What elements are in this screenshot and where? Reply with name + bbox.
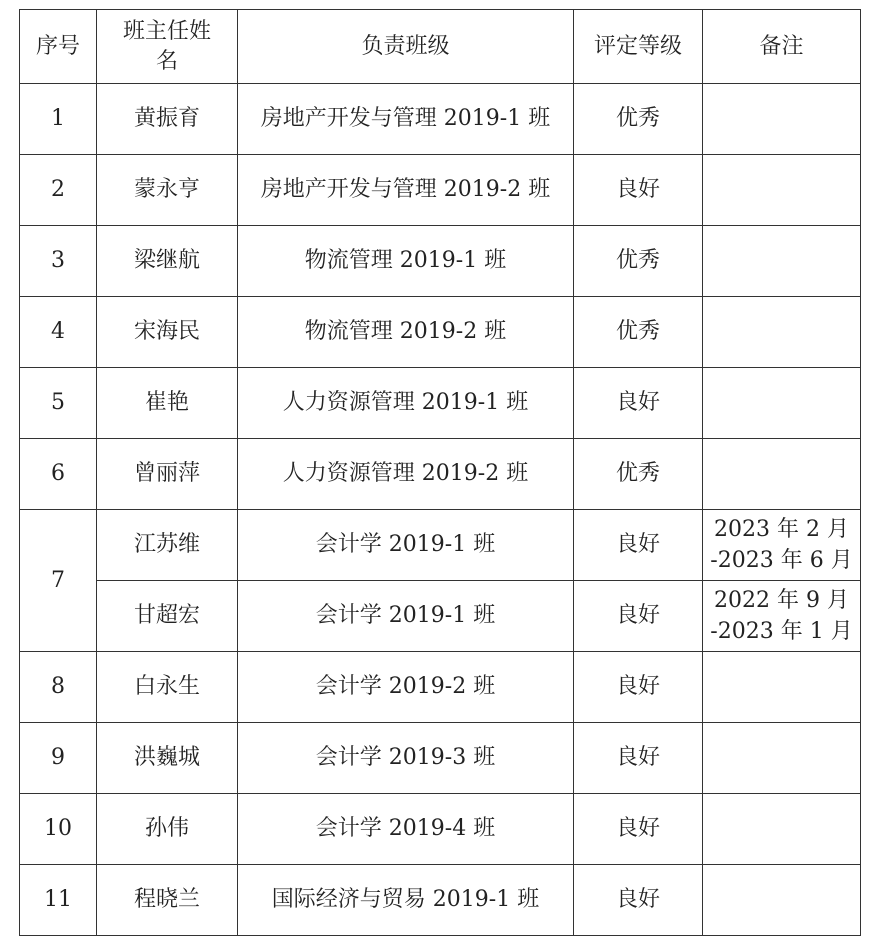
- cell-grade: 良好: [574, 368, 703, 439]
- cell-seq: 3: [20, 226, 97, 297]
- cell-teacher: 崔艳: [97, 368, 238, 439]
- cell-note: [703, 226, 861, 297]
- table-row: [20, 510, 861, 581]
- cell-note: [703, 155, 861, 226]
- cell-teacher: 江苏维: [97, 510, 238, 581]
- cell-seq: 7: [20, 510, 97, 652]
- cell-note: [703, 723, 861, 794]
- cell-class: 人力资源管理 2019-1 班: [238, 368, 574, 439]
- cell-teacher: 蒙永亨: [97, 155, 238, 226]
- cell-class: 国际经济与贸易 2019-1 班: [238, 865, 574, 936]
- cell-seq: 10: [20, 794, 97, 865]
- cell-grade: 良好: [574, 155, 703, 226]
- table-row: [20, 439, 861, 510]
- cell-note: [703, 865, 861, 936]
- note-line: 2023 年 2 月: [714, 517, 849, 542]
- cell-class: 会计学 2019-1 班: [238, 510, 574, 581]
- cell-seq: 2: [20, 155, 97, 226]
- cell-seq: 8: [20, 652, 97, 723]
- cell-teacher: 程晓兰: [97, 865, 238, 936]
- note-line: 2022 年 9 月: [714, 588, 849, 613]
- table-row: [20, 723, 861, 794]
- cell-seq: 9: [20, 723, 97, 794]
- header-teacher: 班主任姓名: [97, 10, 238, 84]
- cell-class: 会计学 2019-2 班: [238, 652, 574, 723]
- table-row: [20, 794, 861, 865]
- cell-class: 会计学 2019-3 班: [238, 723, 574, 794]
- teacher-evaluation-table: [19, 9, 861, 936]
- cell-grade: 良好: [574, 723, 703, 794]
- cell-grade: 良好: [574, 865, 703, 936]
- cell-seq: 5: [20, 368, 97, 439]
- table-row: [20, 297, 861, 368]
- cell-teacher: 宋海民: [97, 297, 238, 368]
- cell-grade: 良好: [574, 510, 703, 581]
- cell-teacher: 白永生: [97, 652, 238, 723]
- header-class: 负责班级: [238, 10, 574, 84]
- cell-grade: 优秀: [574, 226, 703, 297]
- table-row: [20, 84, 861, 155]
- cell-seq: 11: [20, 865, 97, 936]
- header-grade: 评定等级: [574, 10, 703, 84]
- cell-grade: 优秀: [574, 84, 703, 155]
- table-row: [20, 581, 861, 652]
- cell-note: [703, 84, 861, 155]
- cell-class: 房地产开发与管理 2019-2 班: [238, 155, 574, 226]
- table-row: [20, 368, 861, 439]
- cell-grade: 良好: [574, 794, 703, 865]
- cell-note: [703, 794, 861, 865]
- table-header-row: [20, 10, 861, 84]
- cell-grade: 优秀: [574, 297, 703, 368]
- cell-class: 房地产开发与管理 2019-1 班: [238, 84, 574, 155]
- cell-class: 人力资源管理 2019-2 班: [238, 439, 574, 510]
- cell-seq: 1: [20, 84, 97, 155]
- cell-teacher: 甘超宏: [97, 581, 238, 652]
- cell-note: [703, 510, 861, 581]
- cell-class: 物流管理 2019-2 班: [238, 297, 574, 368]
- table-row: [20, 865, 861, 936]
- cell-seq: 4: [20, 297, 97, 368]
- table-row: [20, 226, 861, 297]
- cell-teacher: 洪巍城: [97, 723, 238, 794]
- cell-seq: 6: [20, 439, 97, 510]
- cell-note: [703, 652, 861, 723]
- table-row: [20, 652, 861, 723]
- header-note: 备注: [703, 10, 861, 84]
- cell-note: [703, 581, 861, 652]
- note-line: -2023 年 1 月: [710, 619, 853, 644]
- cell-grade: 良好: [574, 652, 703, 723]
- cell-note: [703, 368, 861, 439]
- cell-grade: 良好: [574, 581, 703, 652]
- cell-class: 会计学 2019-1 班: [238, 581, 574, 652]
- cell-teacher: 孙伟: [97, 794, 238, 865]
- cell-class: 物流管理 2019-1 班: [238, 226, 574, 297]
- cell-teacher: 曾丽萍: [97, 439, 238, 510]
- cell-class: 会计学 2019-4 班: [238, 794, 574, 865]
- cell-note: [703, 297, 861, 368]
- cell-grade: 优秀: [574, 439, 703, 510]
- cell-teacher: 黄振育: [97, 84, 238, 155]
- note-line: -2023 年 6 月: [710, 548, 853, 573]
- cell-teacher: 梁继航: [97, 226, 238, 297]
- cell-note: [703, 439, 861, 510]
- header-seq: 序号: [20, 10, 97, 84]
- table-row: [20, 155, 861, 226]
